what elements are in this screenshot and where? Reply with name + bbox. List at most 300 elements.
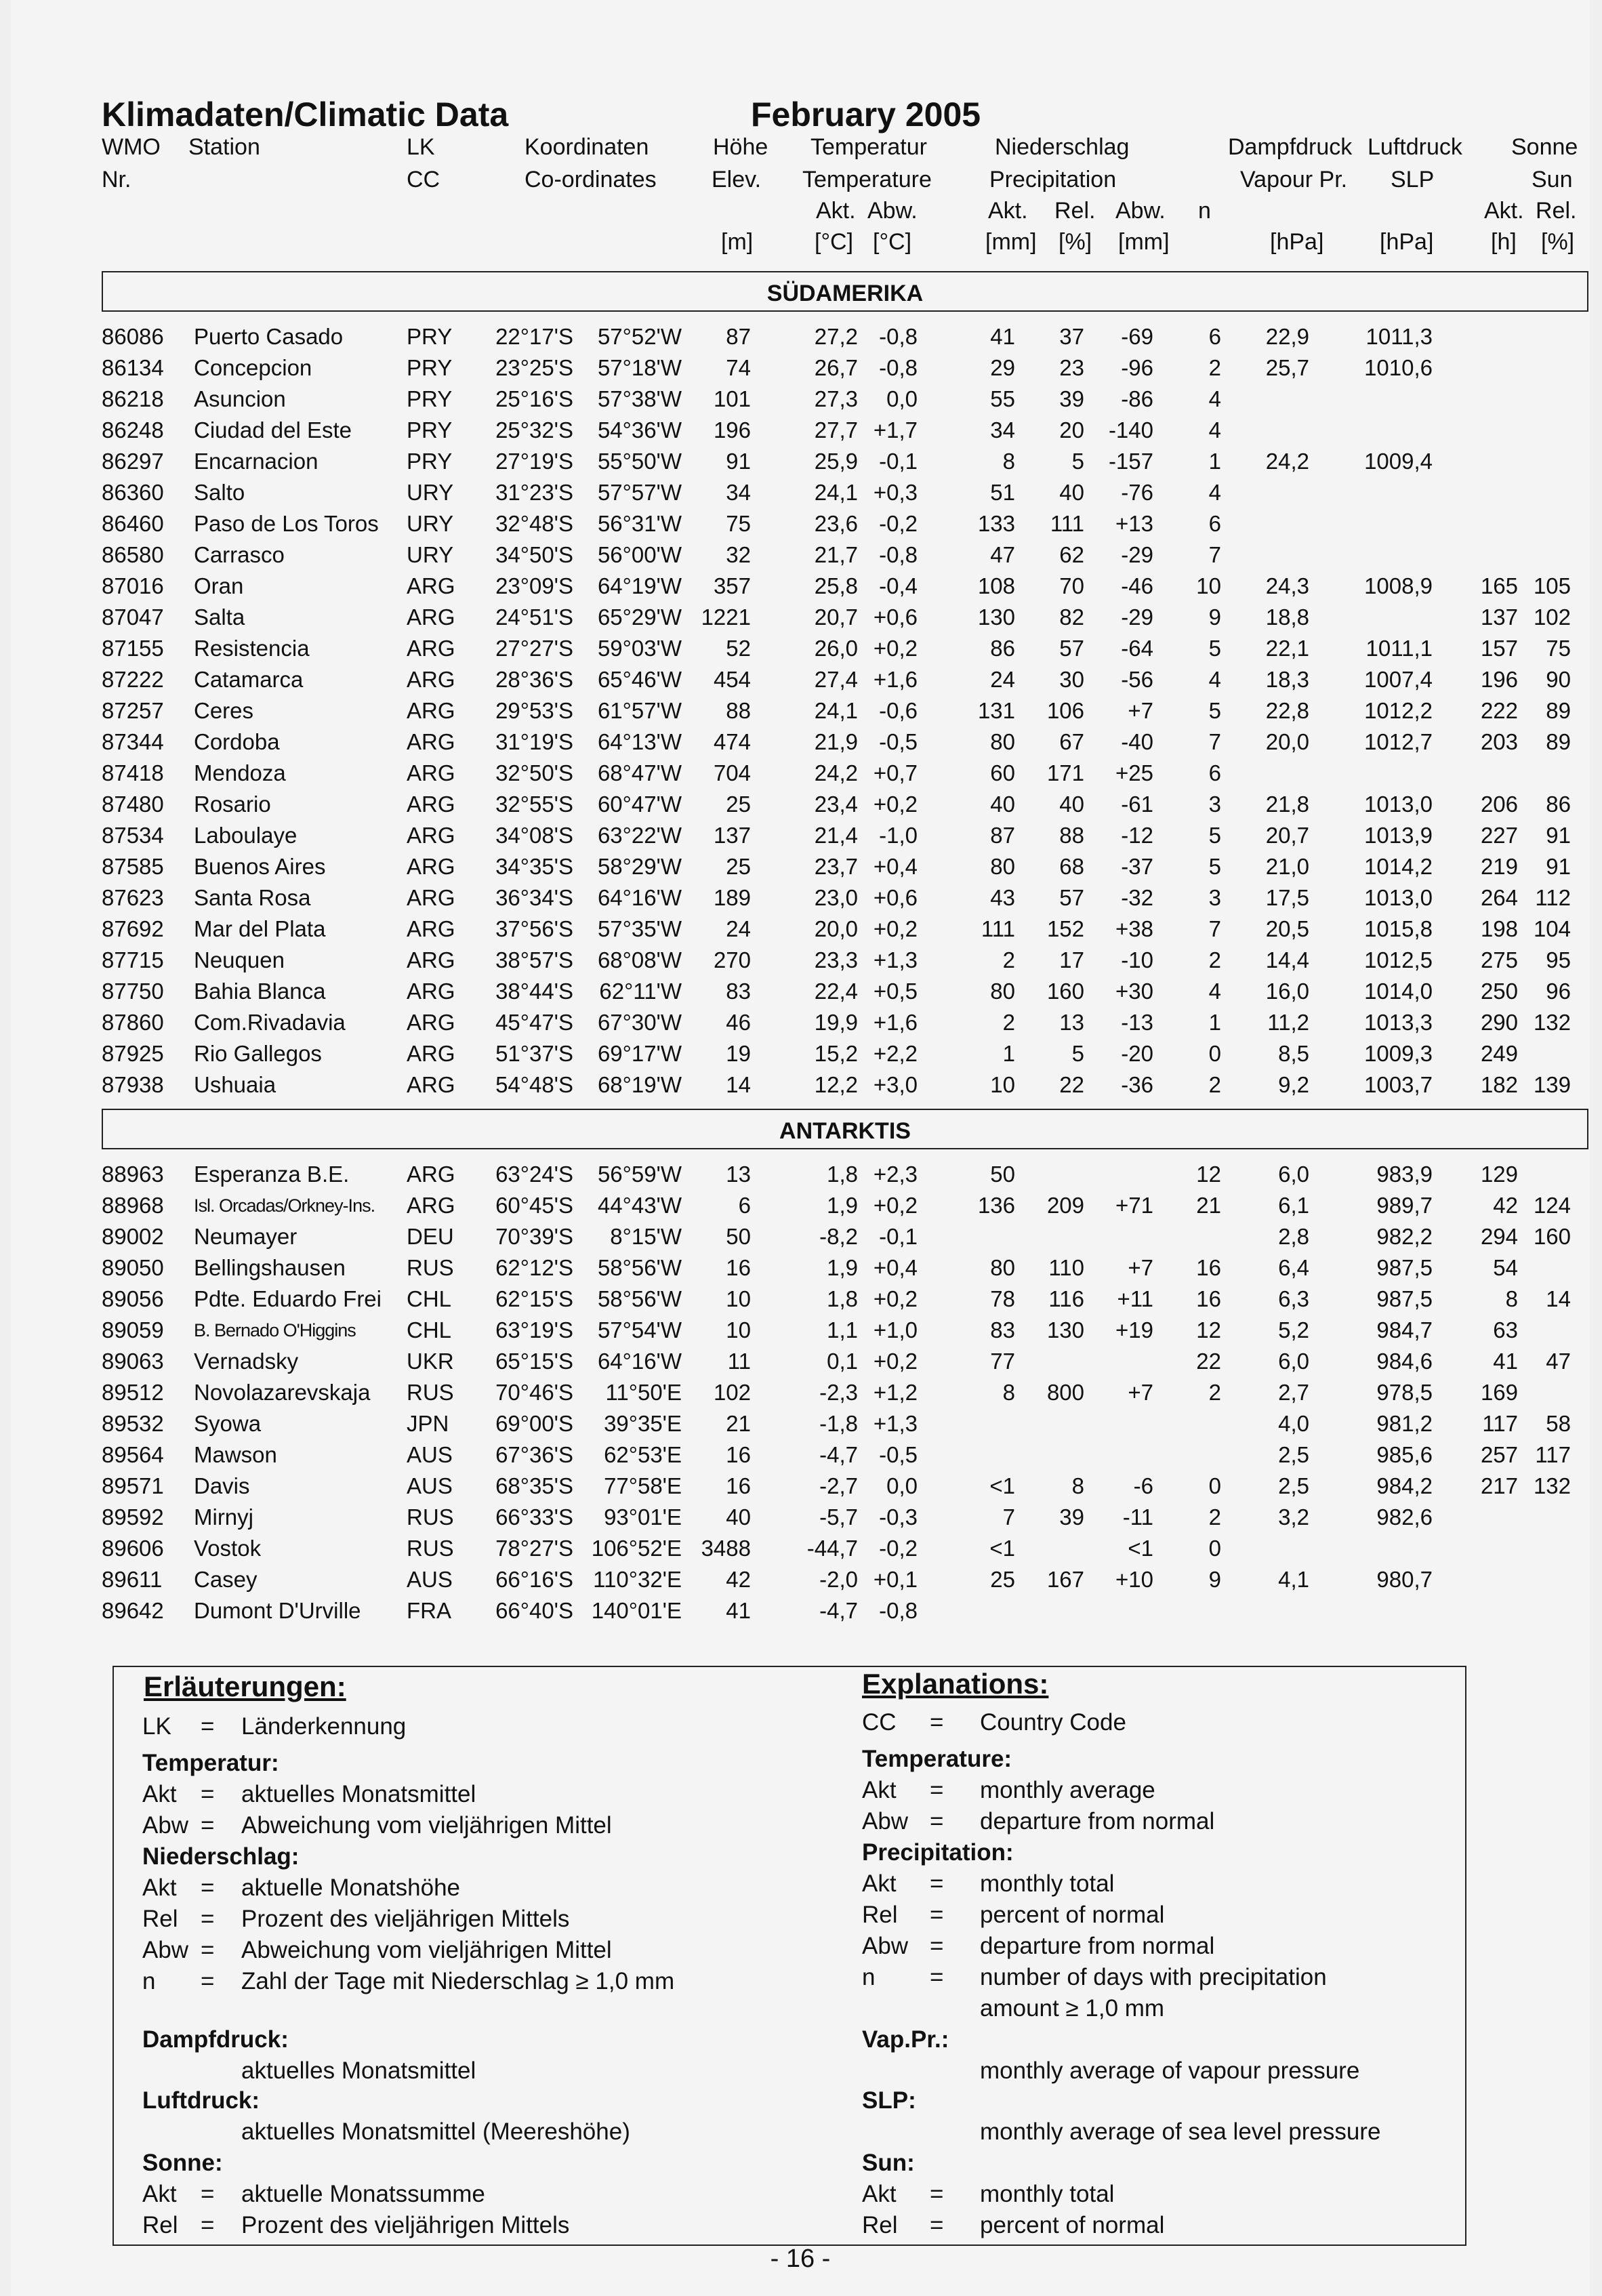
cell-temp-akt: 20,0 [814,916,858,941]
cell-temp-abw: +0,2 [873,916,918,941]
cell-temp-akt: -8,2 [819,1224,858,1249]
cell-sun-akt: 290 [1480,1010,1518,1035]
cell-station-name: Ceres [194,698,254,723]
exp-de-eq: = [201,1874,215,1901]
cell-vapour-pr: 6,3 [1278,1286,1309,1311]
cell-temp-akt: 24,1 [814,480,858,505]
cell-prec-rel: 67 [1059,729,1084,754]
exp-en-s-akt: Akt [862,2181,897,2207]
exp-en-p-akt: Akt [862,1870,897,1897]
cell-country-code: ARG [407,885,455,910]
cell-wmo-nr: 89564 [102,1442,164,1467]
cell-wmo-nr: 87480 [102,792,164,817]
cell-sun-rel: 96 [1546,979,1571,1004]
cell-station-name: B. Bernado O'Higgins [194,1320,356,1340]
cell-sun-akt: 8 [1505,1286,1518,1311]
cell-elevation: 40 [726,1504,751,1530]
cell-wmo-nr: 89606 [102,1536,164,1561]
cell-wmo-nr: 87585 [102,854,164,879]
cell-sun-akt: 217 [1480,1473,1518,1498]
cell-wmo-nr: 89642 [102,1598,164,1623]
cell-prec-akt: 8 [1002,449,1015,474]
header-sun-rel: Rel. [1536,198,1577,224]
cell-elevation: 101 [713,386,751,411]
cell-country-code: AUS [407,1473,453,1498]
cell-temp-abw: -0,4 [879,573,918,598]
cell-country-code: ARG [407,979,455,1004]
table-row [11,539,1590,571]
cell-temp-abw: 0,0 [886,386,918,411]
exp-de-p-akt-text: aktuelle Monatshöhe [241,1874,460,1901]
header-wmo: WMO [102,134,161,160]
cell-slp: 1015,8 [1364,916,1433,941]
cell-longitude: 56°31'W [597,511,682,536]
cell-latitude: 38°44'S [495,979,573,1004]
cell-sun-akt: 275 [1480,947,1518,972]
cell-temp-abw: +0,2 [873,792,918,817]
cell-vapour-pr: 18,8 [1265,604,1309,630]
cell-temp-akt: -2,3 [819,1380,858,1405]
cell-prec-n: 0 [1208,1536,1221,1561]
cell-country-code: ARG [407,1041,455,1066]
cell-elevation: 25 [726,854,751,879]
cell-slp: 1013,9 [1364,823,1433,848]
cell-vapour-pr: 9,2 [1278,1072,1309,1097]
header-dampfdruck: Dampfdruck [1228,134,1353,160]
cell-country-code: PRY [407,417,453,443]
cell-temp-akt: 21,7 [814,542,858,567]
cell-latitude: 25°32'S [495,417,573,443]
exp-de-slp-head: Luftdruck: [142,2087,260,2114]
cell-wmo-nr: 88963 [102,1162,164,1187]
cell-country-code: UKR [407,1349,454,1374]
cell-temp-akt: 15,2 [814,1041,858,1066]
cell-country-code: JPN [407,1411,449,1436]
header-prec-rel: Rel. [1054,198,1096,224]
cell-slp: 978,5 [1376,1380,1433,1405]
cell-slp: 1009,3 [1364,1041,1433,1066]
cell-prec-n: 16 [1196,1255,1221,1280]
cell-country-code: ARG [407,573,455,598]
exp-en-p-n-text2: amount ≥ 1,0 mm [980,1995,1165,2022]
cell-wmo-nr: 87750 [102,979,164,1004]
cell-latitude: 23°25'S [495,355,573,380]
cell-latitude: 34°35'S [495,854,573,879]
cell-longitude: 58°56'W [597,1286,682,1311]
table-row [11,1439,1590,1471]
cell-elevation: 34 [726,480,751,505]
cell-temp-abw: -0,5 [879,1442,918,1467]
cell-slp: 1010,6 [1364,355,1433,380]
cell-latitude: 62°15'S [495,1286,573,1311]
cell-prec-abw: <1 [1128,1536,1153,1561]
exp-en-eq: = [930,1709,944,1736]
cell-vapour-pr: 2,5 [1278,1442,1309,1467]
cell-prec-rel: 22 [1059,1072,1084,1097]
exp-en-sun-head: Sun: [862,2150,915,2176]
cell-latitude: 32°50'S [495,760,573,785]
cell-slp: 1008,9 [1364,573,1433,598]
cell-vapour-pr: 17,5 [1265,885,1309,910]
cell-prec-akt: 50 [990,1162,1015,1187]
cell-longitude: 57°57'W [597,480,682,505]
cell-prec-rel: 160 [1046,979,1084,1004]
cell-station-name: Mawson [194,1442,277,1467]
cell-vapour-pr: 11,2 [1267,1010,1309,1035]
cell-temp-abw: -0,8 [879,542,918,567]
header-sun-unit-rel: [%] [1541,229,1575,255]
table-row [11,758,1590,789]
cell-sun-rel: 160 [1533,1224,1571,1249]
cell-temp-akt: 23,0 [814,885,858,910]
cell-station-name: Mar del Plata [194,916,326,941]
cell-latitude: 36°34'S [495,885,573,910]
cell-country-code: ARG [407,698,455,723]
cell-prec-n: 2 [1208,1380,1221,1405]
table-row [11,1007,1590,1038]
cell-elevation: 52 [726,636,751,661]
exp-de-s-akt-text: aktuelle Monatssumme [241,2181,485,2207]
cell-prec-rel: 68 [1059,854,1084,879]
exp-en-p-n-text: number of days with precipitation [980,1964,1327,1990]
exp-en-s-rel: Rel [862,2212,898,2238]
header-slp: SLP [1391,167,1435,192]
cell-sun-akt: 294 [1480,1224,1518,1249]
cell-temp-abw: -0,3 [879,1504,918,1530]
cell-vapour-pr: 20,7 [1265,823,1309,848]
table-row [11,1595,1590,1626]
cell-temp-akt: -4,7 [819,1442,858,1467]
cell-country-code: URY [407,542,454,567]
cell-prec-n: 6 [1208,324,1221,349]
cell-latitude: 66°33'S [495,1504,573,1530]
section-title: ANTARKTIS [779,1118,911,1144]
cell-temp-abw: +0,2 [873,1349,918,1374]
cell-country-code: ARG [407,760,455,785]
cell-wmo-nr: 86086 [102,324,164,349]
cell-prec-n: 1 [1208,1010,1221,1035]
cell-country-code: DEU [407,1224,454,1249]
cell-temp-akt: 19,9 [814,1010,858,1035]
cell-prec-akt: 1 [1002,1041,1015,1066]
cell-vapour-pr: 4,1 [1278,1567,1309,1592]
cell-station-name: Isl. Orcadas/Orkney-Ins. [194,1195,375,1216]
cell-wmo-nr: 89532 [102,1411,164,1436]
exp-en-akt: Akt [862,1777,897,1803]
header-sonne: Sonne [1511,134,1578,160]
cell-latitude: 22°17'S [495,324,573,349]
table-row [11,446,1590,477]
table-row [11,664,1590,695]
table-row [11,789,1590,820]
exp-de-slp-text: aktuelles Monatsmittel (Meereshöhe) [241,2118,630,2145]
cell-longitude: 58°56'W [597,1255,682,1280]
cell-country-code: RUS [407,1536,454,1561]
cell-wmo-nr: 87155 [102,636,164,661]
exp-en-temp-head: Temperature: [862,1746,1012,1772]
cell-latitude: 23°09'S [495,573,573,598]
cell-prec-akt: 136 [977,1193,1015,1218]
cell-prec-abw: +13 [1115,511,1153,536]
cell-prec-abw: -29 [1121,604,1153,630]
cell-slp: 984,7 [1376,1317,1433,1342]
cell-station-name: Neuquen [194,947,285,972]
cell-slp: 984,6 [1376,1349,1433,1374]
cell-wmo-nr: 87715 [102,947,164,972]
cell-sun-akt: 257 [1480,1442,1518,1467]
exp-de-p-abw: Abw [142,1937,189,1963]
cell-longitude: 56°59'W [597,1162,682,1187]
cell-longitude: 64°16'W [597,1349,682,1374]
header-temp-akt: Akt. [816,198,856,224]
table-row [11,1069,1590,1101]
cell-country-code: RUS [407,1504,454,1530]
cell-prec-n: 6 [1208,760,1221,785]
cell-wmo-nr: 89611 [102,1567,163,1592]
cell-prec-akt: 51 [990,480,1015,505]
cell-latitude: 60°45'S [495,1193,573,1218]
exp-de-akt: Akt [142,1781,177,1807]
table-row [11,321,1590,352]
cell-station-name: Mirnyj [194,1504,253,1530]
cell-prec-abw: -12 [1121,823,1153,848]
cell-sun-akt: 222 [1480,698,1518,723]
table-row [11,1471,1590,1502]
cell-slp: 1013,3 [1364,1010,1433,1035]
cell-station-name: Syowa [194,1411,262,1436]
cell-prec-abw: -10 [1121,947,1153,972]
cell-temp-abw: +0,6 [873,604,918,630]
cell-latitude: 45°47'S [495,1010,573,1035]
cell-wmo-nr: 87047 [102,604,164,630]
cell-temp-akt: 23,3 [814,947,858,972]
cell-sun-akt: 165 [1480,573,1518,598]
exp-en-vap-text: monthly average of vapour pressure [980,2057,1360,2084]
cell-temp-abw: +3,0 [873,1072,918,1097]
cell-longitude: 65°46'W [597,667,682,692]
exp-de-prec-head: Niederschlag: [142,1843,300,1870]
cell-prec-akt: 133 [977,511,1015,536]
cell-country-code: ARG [407,792,455,817]
cell-vapour-pr: 24,3 [1265,573,1309,598]
cell-prec-abw: -13 [1121,1010,1153,1035]
cell-temp-akt: -1,8 [819,1411,858,1436]
cell-prec-n: 4 [1208,386,1221,411]
cell-temp-akt: 23,4 [814,792,858,817]
header-hoehe: Höhe [713,134,768,160]
cell-elevation: 704 [713,760,751,785]
cell-vapour-pr: 21,8 [1265,792,1309,817]
cell-prec-rel: 62 [1059,542,1084,567]
cell-country-code: ARG [407,1010,455,1035]
header-prec-unit-akt: [mm] [985,229,1037,255]
cell-prec-rel: 116 [1048,1286,1084,1311]
cell-temp-abw: +0,4 [873,854,918,879]
cell-station-name: Esperanza B.E. [194,1162,350,1187]
table-row [11,415,1590,446]
cell-elevation: 25 [726,792,751,817]
cell-prec-rel: 57 [1059,636,1084,661]
cell-longitude: 64°16'W [597,885,682,910]
table-row [11,820,1590,851]
cell-prec-abw: +38 [1115,916,1153,941]
cell-elevation: 91 [726,449,751,474]
cell-elevation: 83 [726,979,751,1004]
table-row [11,1533,1590,1564]
cell-prec-akt: 83 [990,1317,1015,1342]
cell-longitude: 67°30'W [597,1010,682,1035]
header-prec-abw: Abw. [1115,198,1166,224]
cell-latitude: 24°51'S [495,604,573,630]
cell-prec-akt: 60 [990,760,1015,785]
exp-de-eq: = [201,1812,215,1839]
cell-sun-rel: 58 [1546,1411,1571,1436]
cell-temp-abw: +0,2 [873,1286,918,1311]
cell-temp-akt: -2,7 [819,1473,858,1498]
table-row [11,1408,1590,1439]
cell-temp-abw: +2,2 [873,1041,918,1066]
table-row [11,508,1590,539]
cell-sun-rel: 47 [1546,1349,1571,1374]
cell-sun-rel: 117 [1535,1442,1571,1467]
cell-slp: 1012,7 [1364,729,1433,754]
exp-en-p-akt-text: monthly total [980,1870,1115,1897]
table-row [11,851,1590,882]
cell-prec-n: 2 [1208,355,1221,380]
exp-en-eq: = [930,1808,944,1834]
cell-wmo-nr: 87623 [102,885,164,910]
cell-prec-akt: 40 [990,792,1015,817]
cell-prec-abw: +7 [1128,698,1153,723]
cell-elevation: 19 [726,1041,751,1066]
cell-wmo-nr: 87534 [102,823,164,848]
cell-slp: 982,2 [1376,1224,1433,1249]
cell-wmo-nr: 86580 [102,542,164,567]
exp-en-eq: = [930,2212,944,2238]
cell-sun-akt: 54 [1493,1255,1518,1280]
cell-longitude: 62°11'W [599,979,682,1004]
cell-station-name: Encarnacion [194,449,319,474]
header-nr: Nr. [102,167,131,192]
cell-latitude: 28°36'S [495,667,573,692]
cell-slp: 1012,5 [1364,947,1433,972]
cell-station-name: Laboulaye [194,823,297,848]
table-row [11,1346,1590,1377]
cell-longitude: 57°52'W [597,324,682,349]
cell-station-name: Ciudad del Este [194,417,352,443]
exp-en-slp-text: monthly average of sea level pressure [980,2118,1381,2145]
cell-temp-abw: -0,6 [879,698,918,723]
cell-prec-rel: 70 [1059,573,1084,598]
exp-de-temp-head: Temperatur: [142,1750,279,1776]
cell-latitude: 62°12'S [495,1255,573,1280]
cell-temp-abw: -0,1 [879,449,918,474]
header-vap-unit: [hPa] [1270,229,1324,255]
cell-country-code: ARG [407,729,455,754]
cell-latitude: 63°24'S [495,1162,573,1187]
exp-de-abw: Abw [142,1812,189,1839]
cell-sun-akt: 63 [1493,1317,1518,1342]
cell-temp-akt: 20,7 [814,604,858,630]
cell-temp-akt: 23,7 [814,854,858,879]
cell-temp-abw: -0,2 [879,1536,918,1561]
cell-prec-akt: 78 [990,1286,1015,1311]
cell-country-code: PRY [407,449,453,474]
cell-prec-akt: 2 [1002,947,1015,972]
exp-en-akt-text: monthly average [980,1777,1155,1803]
cell-latitude: 32°48'S [495,511,573,536]
cell-prec-abw: -40 [1121,729,1153,754]
cell-wmo-nr: 87016 [102,573,164,598]
cell-elevation: 11 [727,1349,751,1374]
cell-temp-akt: 24,2 [814,760,858,785]
cell-station-name: Puerto Casado [194,324,344,349]
cell-latitude: 68°35'S [495,1473,573,1498]
header-vapour-pr: Vapour Pr. [1240,167,1348,192]
cell-station-name: Dumont D'Urville [194,1598,361,1623]
cell-prec-akt: 111 [981,916,1015,941]
cell-prec-n: 9 [1208,604,1221,630]
cell-longitude: 59°03'W [597,636,682,661]
cell-station-name: Casey [194,1567,258,1592]
cell-vapour-pr: 16,0 [1265,979,1309,1004]
cell-vapour-pr: 2,7 [1278,1380,1309,1405]
cell-station-name: Rosario [194,792,271,817]
cell-temp-akt: -5,7 [819,1504,858,1530]
cell-prec-n: 5 [1208,636,1221,661]
cell-country-code: RUS [407,1380,454,1405]
cell-sun-akt: 117 [1482,1411,1518,1436]
cell-wmo-nr: 89063 [102,1349,164,1374]
cell-elevation: 87 [726,324,751,349]
cell-station-name: Buenos Aires [194,854,326,879]
cell-prec-n: 5 [1208,698,1221,723]
cell-temp-akt: 22,4 [814,979,858,1004]
exp-en-eq: = [930,1964,944,1990]
table-row [11,384,1590,415]
cell-slp: 983,9 [1376,1162,1433,1187]
cell-temp-akt: 27,2 [814,324,858,349]
cell-longitude: 110°32'E [593,1567,682,1592]
cell-station-name: Asuncion [194,386,286,411]
cell-station-name: Catamarca [194,667,304,692]
cell-country-code: AUS [407,1442,453,1467]
cell-sun-rel: 86 [1546,792,1571,817]
exp-en-p-n: n [862,1964,876,1990]
cell-sun-rel: 75 [1546,636,1571,661]
cell-elevation: 32 [726,542,751,567]
header-temp-unit-abw: [°C] [873,229,912,255]
cell-longitude: 57°18'W [597,355,682,380]
cell-wmo-nr: 89050 [102,1255,164,1280]
cell-temp-akt: 1,8 [827,1286,858,1311]
cell-temp-akt: 21,9 [814,729,858,754]
page-number: - 16 - [770,2244,831,2273]
cell-wmo-nr: 87344 [102,729,164,754]
cell-wmo-nr: 89059 [102,1317,164,1342]
cell-wmo-nr: 86134 [102,355,164,380]
cell-station-name: Davis [194,1473,250,1498]
cell-prec-n: 9 [1208,1567,1221,1592]
header-prec-unit-rel: [%] [1059,229,1092,255]
table-row [11,1252,1590,1284]
cell-temp-abw: +0,6 [873,885,918,910]
exp-de-akt-text: aktuelles Monatsmittel [241,1781,476,1807]
cell-prec-rel: 5 [1071,1041,1084,1066]
cell-temp-abw: +1,2 [873,1380,918,1405]
exp-en-s-akt-text: monthly total [980,2181,1115,2207]
cell-longitude: 44°43'W [597,1193,682,1218]
